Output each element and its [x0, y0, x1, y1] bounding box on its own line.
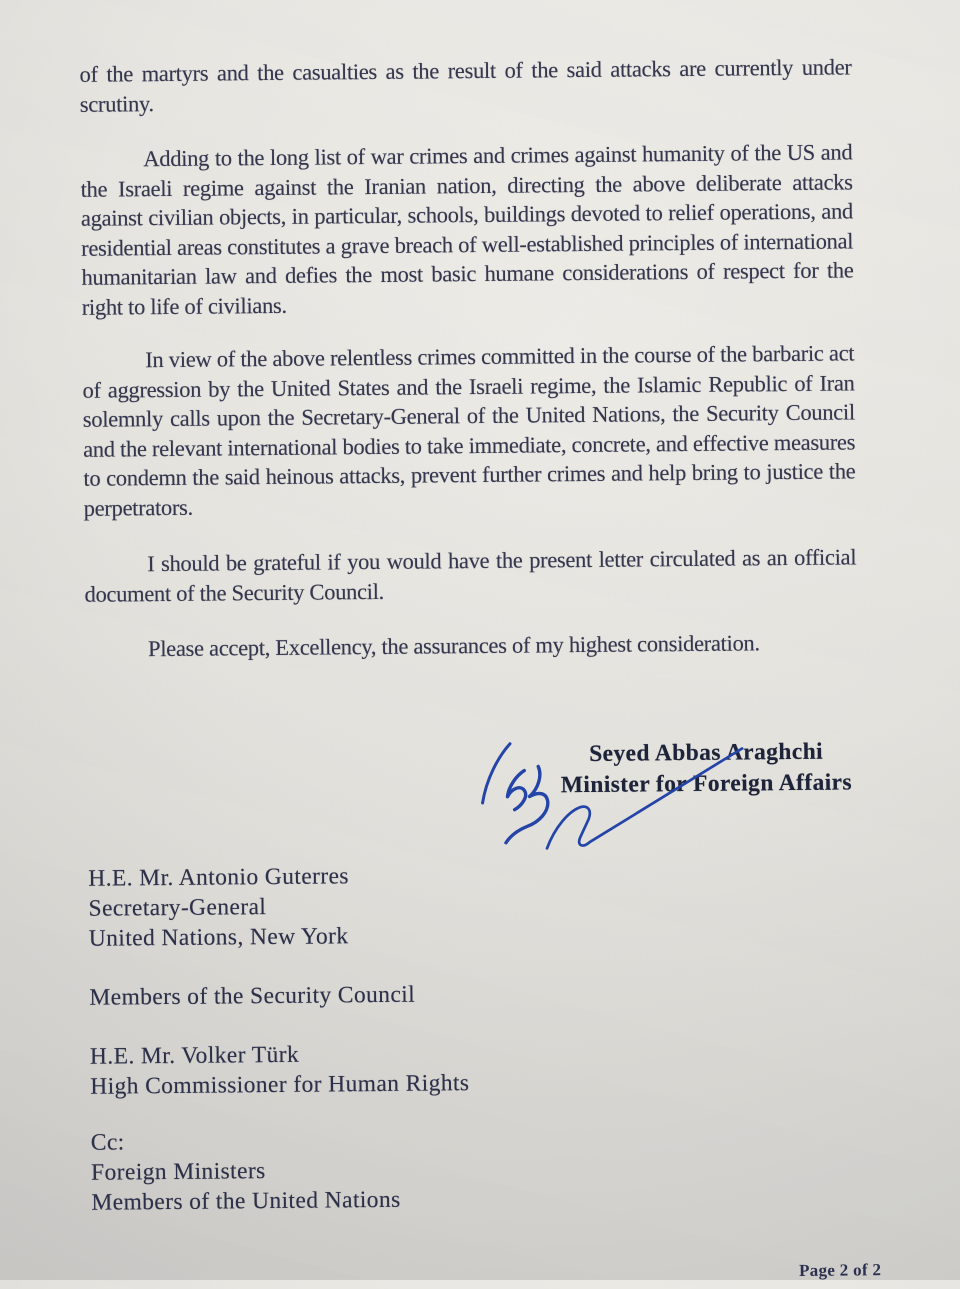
recipient-line: H.E. Mr. Volker Türk — [89, 1041, 300, 1070]
recipient-line: United Nations, New York — [88, 923, 349, 952]
recipient-line: Members of the Security Council — [89, 981, 416, 1011]
recipient-line: High Commissioner for Human Rights — [90, 1070, 470, 1100]
recipient-block — [88, 861, 349, 953]
recipient-block — [89, 980, 415, 1013]
signature-block — [539, 736, 874, 801]
paragraph: Adding to the long list of war crimes and crimes against humanity of the US and the Israeli regime against the Iranian nation, directing the above deliberate attacks against civilian objects, in particular, schools, buildings devoted to relief operations, and residential areas constitutes a grave breach of well-established principles of international humanitarian law and defies the most basic humane considerations of respect for the right to life of civilians. — [80, 139, 854, 320]
paragraph: of the martyrs and the casualties as the result of the said attacks are currently under scrutiny. — [79, 54, 852, 117]
paragraph: Please accept, Excellency, the assurances of my highest consideration. — [147, 630, 760, 662]
recipient-line: Cc: — [90, 1129, 125, 1156]
recipient-line: Secretary-General — [88, 894, 267, 922]
recipient-line: H.E. Mr. Antonio Guterres — [88, 863, 350, 892]
recipient-line: Members of the United Nations — [91, 1186, 401, 1216]
paragraph: In view of the above relentless crimes committed in the course of the barbaric act of aggression by the United States and the Israeli regime, the Islamic Republic of Iran solemnly calls upon the Secretary-General of the United Nations, the Security Council and the relevant international bodies to take immediate, concrete, and effective measures to condemn the said heinous attacks, prevent further crimes and help bring to justice the perpetrators. — [82, 340, 856, 521]
page-footer: Page 2 of 2 — [798, 1260, 882, 1280]
recipient-block — [91, 1125, 401, 1218]
signature-title: Minister for Foreign Affairs — [560, 769, 853, 799]
paragraph: I should be grateful if you would have the present letter circulated as an official document of the Security Council. — [84, 544, 857, 607]
recipient-line: Foreign Ministers — [90, 1158, 266, 1186]
recipient-block — [90, 1038, 470, 1102]
signature-name: Seyed Abbas Araghchi — [589, 738, 824, 767]
